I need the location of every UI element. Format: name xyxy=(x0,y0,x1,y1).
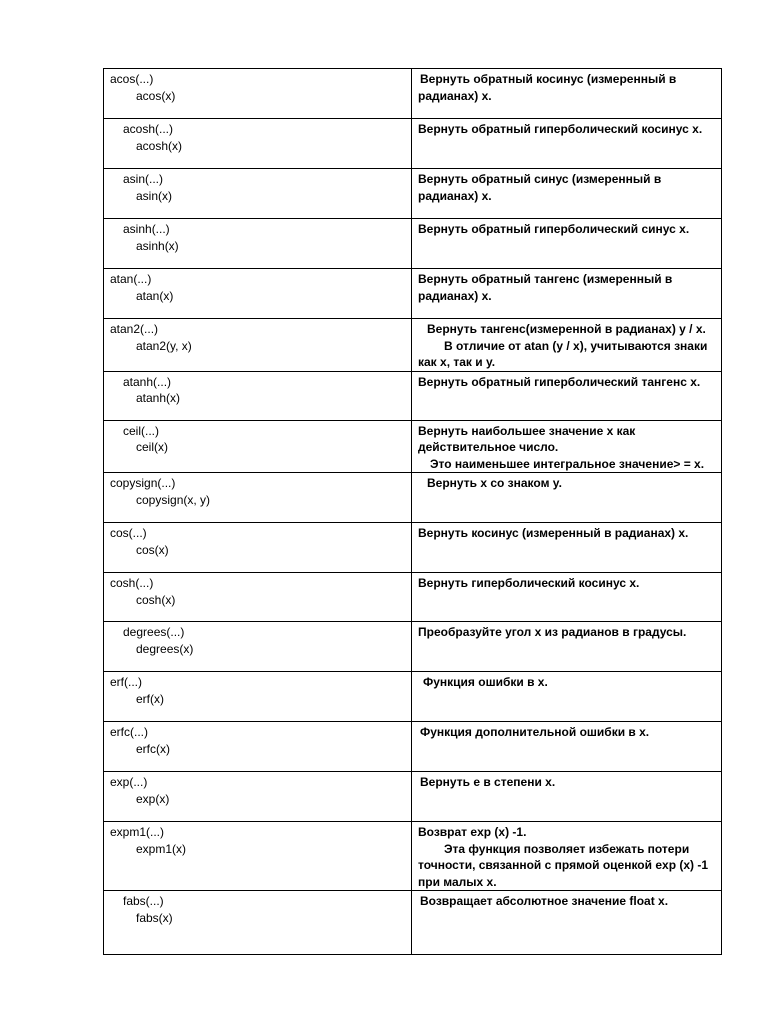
description-line: Вернуть e в степени x. xyxy=(420,775,556,789)
function-signature: exp(x) xyxy=(136,791,170,806)
table-row xyxy=(104,523,722,573)
function-signature: copysign(x, y) xyxy=(136,492,211,507)
function-description-cell xyxy=(412,269,722,319)
function-description-cell xyxy=(412,319,722,372)
function-heading: atan2(...) xyxy=(110,322,159,336)
function-heading: exp(...) xyxy=(110,775,148,789)
function-name-cell xyxy=(104,269,412,319)
table-row xyxy=(104,169,722,219)
function-name-cell xyxy=(104,420,412,473)
function-signature: cos(x) xyxy=(136,542,169,557)
function-name-cell xyxy=(104,523,412,573)
function-heading: degrees(...) xyxy=(123,625,185,639)
function-signature: erfc(x) xyxy=(136,741,170,756)
description-line: Эта функция позволяет избежать потери xyxy=(444,841,690,856)
description-line: В отличие от atan (y / x), учитываются знаки xyxy=(444,338,708,353)
function-name-cell xyxy=(104,772,412,822)
function-name-cell xyxy=(104,371,412,420)
function-heading: ceil(...) xyxy=(123,423,159,438)
function-heading: atanh(...) xyxy=(123,374,172,389)
description-line: Вернуть косинус (измеренный в радианах) x. xyxy=(418,526,689,540)
description-line: Вернуть обратный гиперболический косинус x. xyxy=(418,122,703,136)
table-row xyxy=(104,219,722,269)
function-description-cell xyxy=(412,672,722,722)
function-heading: fabs(...) xyxy=(123,894,164,908)
function-signature: asin(x) xyxy=(136,188,173,203)
function-description-cell xyxy=(412,69,722,119)
function-signature: degrees(x) xyxy=(136,641,194,656)
description-line: Вернуть обратный гиперболический тангенс x. xyxy=(418,374,701,389)
description-line: радианах) x. xyxy=(418,188,492,203)
description-line: Функция ошибки в x. xyxy=(423,675,548,689)
description-line: Вернуть обратный тангенс (измеренный в xyxy=(418,272,673,286)
function-name-cell xyxy=(104,622,412,672)
function-description-cell xyxy=(412,573,722,622)
function-heading: copysign(...) xyxy=(110,476,176,490)
table-row xyxy=(104,371,722,420)
function-description-cell xyxy=(412,822,722,891)
math-functions-table xyxy=(103,68,722,955)
function-description-cell xyxy=(412,772,722,822)
description-line: Вернуть обратный косинус (измеренный в xyxy=(420,72,677,86)
table-row xyxy=(104,119,722,169)
function-name-cell xyxy=(104,119,412,169)
function-name-cell xyxy=(104,473,412,523)
description-line: Функция дополнительной ошибки в x. xyxy=(420,725,650,739)
table-row xyxy=(104,722,722,772)
description-line: Возврат exp (x) -1. xyxy=(418,825,527,839)
function-signature: asinh(x) xyxy=(136,238,179,253)
function-description-cell xyxy=(412,420,722,473)
description-line: Вернуть тангенс(измеренной в радианах) y / x. xyxy=(427,322,706,336)
function-description-cell xyxy=(412,219,722,269)
function-heading: asinh(...) xyxy=(123,222,170,236)
table-row xyxy=(104,420,722,473)
function-signature: acosh(x) xyxy=(136,138,183,153)
description-line: Вернуть наибольшее значение x как xyxy=(418,423,636,438)
description-line: Вернуть обратный гиперболический синус x. xyxy=(418,222,690,236)
function-name-cell xyxy=(104,822,412,891)
function-description-cell xyxy=(412,473,722,523)
description-line: Возвращает абсолютное значение float x. xyxy=(420,894,669,908)
function-description-cell xyxy=(412,169,722,219)
function-name-cell xyxy=(104,573,412,622)
description-line: Вернуть гиперболический косинус x. xyxy=(418,576,640,590)
function-heading: expm1(...) xyxy=(110,825,165,839)
function-heading: erfc(...) xyxy=(110,725,148,739)
function-description-cell xyxy=(412,622,722,672)
function-name-cell xyxy=(104,219,412,269)
function-heading: asin(...) xyxy=(123,172,164,186)
function-name-cell xyxy=(104,891,412,955)
description-line: Преобразуйте угол x из радианов в градусы. xyxy=(418,625,687,639)
function-signature: expm1(x) xyxy=(136,841,187,856)
description-line: как x, так и y. xyxy=(418,355,496,369)
function-description-cell xyxy=(412,371,722,420)
function-heading: cos(...) xyxy=(110,526,147,540)
description-line: Вернуть обратный синус (измеренный в xyxy=(418,172,662,186)
function-signature: ceil(x) xyxy=(136,440,168,454)
table-row xyxy=(104,573,722,622)
table-row xyxy=(104,891,722,955)
function-signature: cosh(x) xyxy=(136,592,176,607)
table-row xyxy=(104,672,722,722)
function-name-cell xyxy=(104,169,412,219)
function-signature: atanh(x) xyxy=(136,391,181,405)
table-row xyxy=(104,473,722,523)
description-line: действительное число. xyxy=(418,440,559,454)
function-heading: atan(...) xyxy=(110,272,152,286)
table-row xyxy=(104,622,722,672)
function-heading: cosh(...) xyxy=(110,576,154,590)
description-line: точности, связанной с прямой оценкой exp (x) -1 xyxy=(418,858,709,872)
function-heading: acos(...) xyxy=(110,72,154,86)
function-heading: erf(...) xyxy=(110,675,142,689)
function-name-cell xyxy=(104,722,412,772)
function-signature: erf(x) xyxy=(136,691,164,706)
function-name-cell xyxy=(104,672,412,722)
table-row xyxy=(104,269,722,319)
function-signature: atan2(y, x) xyxy=(136,338,192,353)
description-line: Это наименьшее интегральное значение> = x. xyxy=(430,456,705,471)
function-signature: acos(x) xyxy=(136,88,176,103)
table-row xyxy=(104,822,722,891)
function-heading: acosh(...) xyxy=(123,122,174,136)
function-description-cell xyxy=(412,891,722,955)
function-description-cell xyxy=(412,722,722,772)
description-line: радианах) x. xyxy=(418,88,492,103)
description-line: радианах) x. xyxy=(418,288,492,303)
function-name-cell xyxy=(104,69,412,119)
table-row xyxy=(104,319,722,372)
table-row xyxy=(104,772,722,822)
function-description-cell xyxy=(412,119,722,169)
description-line: Вернуть x со знаком y. xyxy=(427,476,562,490)
function-name-cell xyxy=(104,319,412,372)
function-signature: atan(x) xyxy=(136,288,174,303)
function-signature: fabs(x) xyxy=(136,910,173,925)
table-row xyxy=(104,69,722,119)
function-description-cell xyxy=(412,523,722,573)
description-line: при малых x. xyxy=(418,874,497,889)
